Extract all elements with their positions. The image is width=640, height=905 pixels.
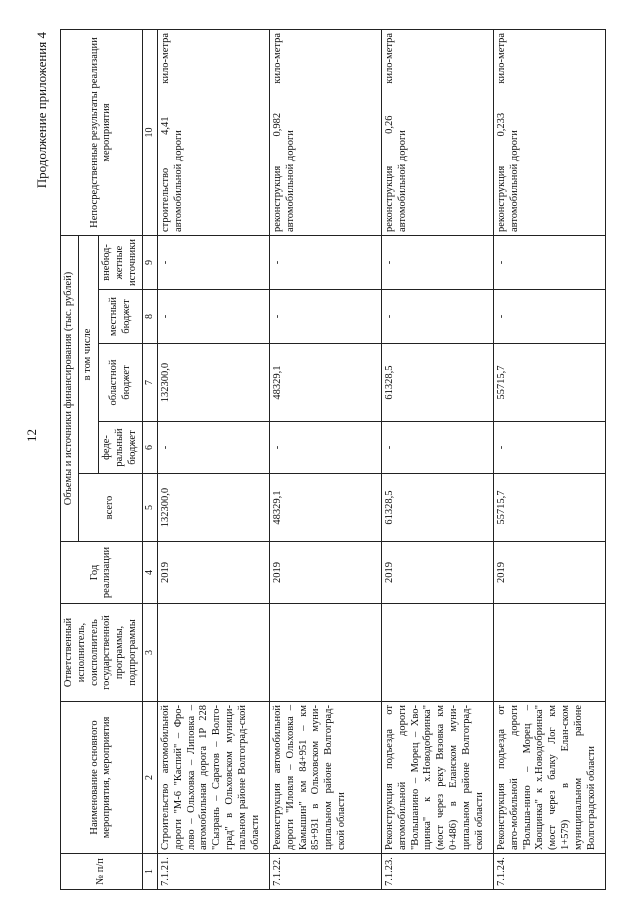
row-result: реконструкция 0,233 кило-метра автомобильной дороги: [493, 30, 605, 236]
col-index: 7: [142, 344, 157, 422]
header-total: всего: [78, 474, 142, 542]
col-index: 6: [142, 422, 157, 474]
col-index: 2: [142, 702, 157, 854]
col-index: 10: [142, 30, 157, 236]
row-num: 7.1.21.: [157, 854, 269, 890]
row-responsible: [493, 604, 605, 702]
row-regional: 61328,5: [381, 344, 493, 422]
header-funding: Объемы и источники финансирования (тыс. рублей): [61, 236, 79, 542]
table-row: [157, 30, 269, 890]
col-index: 1: [142, 854, 157, 890]
row-num: 7.1.23.: [381, 854, 493, 890]
page-number: 12: [24, 429, 39, 442]
row-num: 7.1.22.: [269, 854, 381, 890]
row-local: -: [269, 290, 381, 344]
header-including: в том числе: [78, 236, 99, 474]
table-row: [269, 30, 381, 890]
row-year: 2019: [381, 542, 493, 604]
row-federal: -: [157, 422, 269, 474]
row-total: 132300,0: [157, 474, 269, 542]
table-row: [381, 30, 493, 890]
row-name: Реконструкция подъезда от автомобильной дороги "Вольшанино – Морец – Хво-щинка" к х.Новодобринка" (мост через реку Вязовка км 0+486) в Еланском муни-ципальном районе Волгоград-ской области: [381, 702, 493, 854]
row-num: 7.1.24.: [493, 854, 605, 890]
header-federal: феде-ральный бюджет: [99, 422, 142, 474]
row-local: -: [157, 290, 269, 344]
row-responsible: [269, 604, 381, 702]
row-responsible: [381, 604, 493, 702]
col-index: 5: [142, 474, 157, 542]
row-regional: 132300,0: [157, 344, 269, 422]
row-federal: -: [269, 422, 381, 474]
row-local: -: [381, 290, 493, 344]
row-responsible: [157, 604, 269, 702]
header-extrabudget: внебюд-жетные источники: [99, 236, 142, 290]
continuation-label: Продолжение приложения 4: [34, 32, 49, 189]
column-index-row: [142, 30, 157, 890]
row-extrabudget: -: [269, 236, 381, 290]
row-result: реконструкция 0,982 кило-метра автомобильной дороги: [269, 30, 381, 236]
header-local: местный бюджет: [99, 290, 142, 344]
row-regional: 55715,7: [493, 344, 605, 422]
row-year: 2019: [157, 542, 269, 604]
row-extrabudget: -: [493, 236, 605, 290]
row-total: 55715,7: [493, 474, 605, 542]
program-table: [60, 29, 606, 890]
row-name: Реконструкция подъезда от авто-мобильной дороги "Вольша-нино – Морец – Хвощинка" к х.Новодобринка" (мост через балку Лог км 1+579) в Елан-ском муниципальном районе Волгоградской области: [493, 702, 605, 854]
row-extrabudget: -: [381, 236, 493, 290]
col-index: 4: [142, 542, 157, 604]
header-result: Непосредственные результаты реализации мероприятия: [61, 30, 143, 236]
row-total: 61328,5: [381, 474, 493, 542]
header-responsible: Ответственный исполнитель, соисполнитель государственной программы, подпрограммы: [61, 604, 143, 702]
header-num: № п/п: [61, 854, 143, 890]
row-federal: -: [381, 422, 493, 474]
row-total: 48329,1: [269, 474, 381, 542]
row-name: Реконструкция автомобильной дороги "Иловля – Ольховка – Камышин" км 84+951 – км 85+931 в Ольховском муни-ципальном районе Волгоград-ской области: [269, 702, 381, 854]
header-year: Год реализации: [61, 542, 143, 604]
row-year: 2019: [493, 542, 605, 604]
row-year: 2019: [269, 542, 381, 604]
row-result: строительство 4,41 кило-метра автомобильной дороги: [157, 30, 269, 236]
row-regional: 48329,1: [269, 344, 381, 422]
header-regional: областной бюджет: [99, 344, 142, 422]
row-result: реконструкция 0,26 кило-метра автомобильной дороги: [381, 30, 493, 236]
rotated-page: [34, 20, 620, 890]
col-index: 9: [142, 236, 157, 290]
row-local: -: [493, 290, 605, 344]
row-federal: -: [493, 422, 605, 474]
header-name: Наименование основного мероприятия, мероприятия: [61, 702, 143, 854]
col-index: 3: [142, 604, 157, 702]
table-row: [493, 30, 605, 890]
col-index: 8: [142, 290, 157, 344]
row-name: Строительство автомобильной дороги "М-6 "Каспий" – Фро-лово – Ольховка – Липовка – автомобильная дорога 1Р 228 "Сызрань – Саратов – Волго-град" в Ольховском муници-пальном районе Волгоград-ской области: [157, 702, 269, 854]
row-extrabudget: -: [157, 236, 269, 290]
